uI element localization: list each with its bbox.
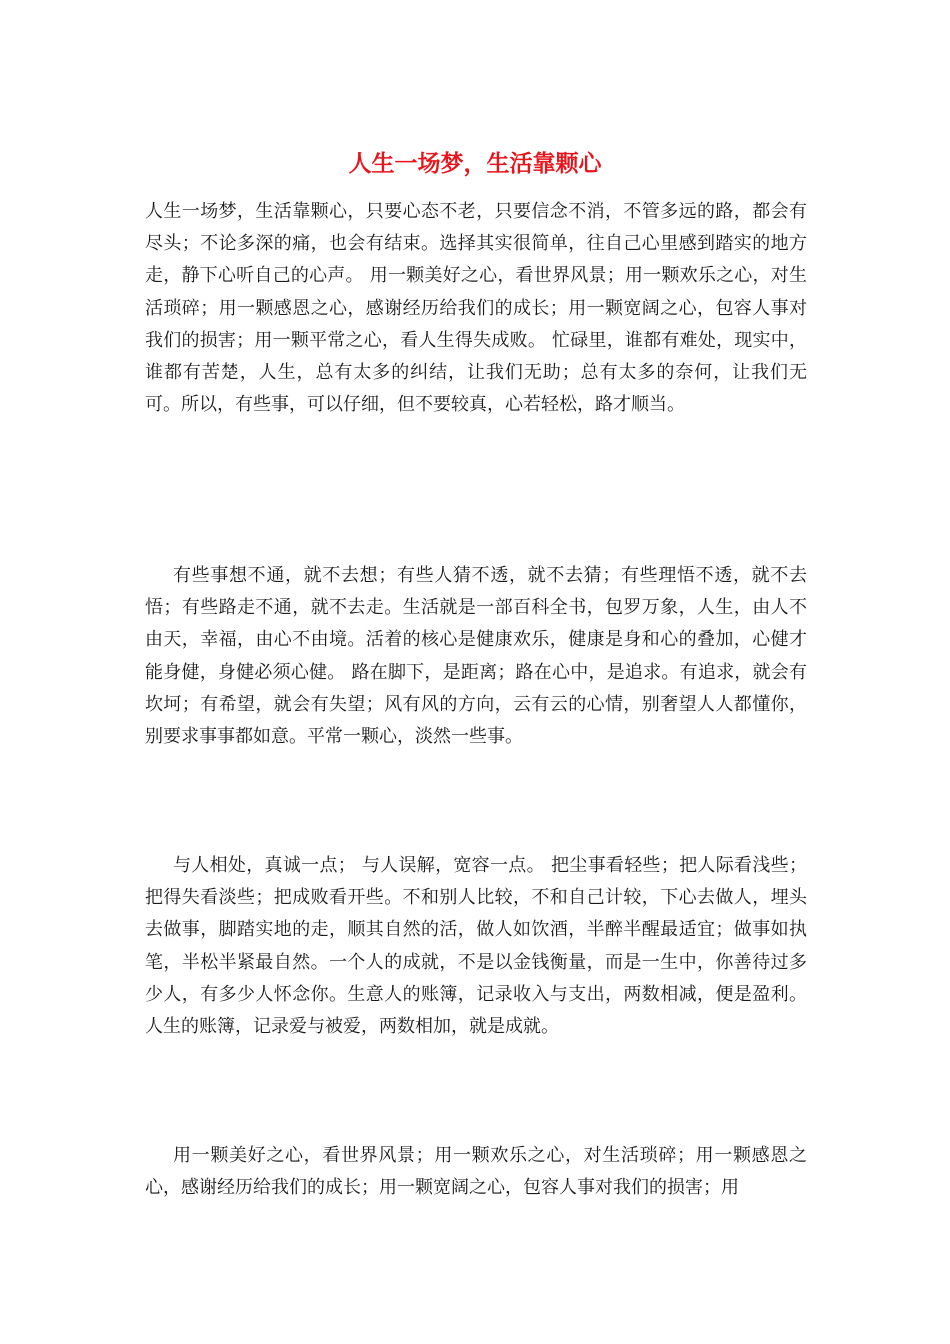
paragraph-4: 用一颗美好之心，看世界风景；用一颗欢乐之心，对生活琐碎；用一颗感恩之心，感谢经历给我们的成长；用一颗宽阔之心，包容人事对我们的损害；用 xyxy=(145,1145,807,1199)
paragraph-3: 与人相处，真诚一点； 与人误解，宽容一点。 把尘事看轻些；把人际看浅些；把得失看淡些；把成败看开些。不和别人比较，不和自己计较，下心去做人，埋头去做事，脚踏实地的走，顺其自然的活，做人如饮酒，半醉半醒最适宜；做事如执笔，半松半紧最自然。一个人的成就，不是以金钱衡量，而是一生中，你善待过多少人，有多少人怀念你。生意人的账簿，记录收入与支出，两数相减，便是盈利。人生的账簿，记录爱与被爱，两数相加，就是成就。 xyxy=(145,855,807,1038)
paragraph-2: 有些事想不通，就不去想；有些人猜不透，就不去猜；有些理悟不透，就不去悟；有些路走不通，就不去走。生活就是一部百科全书，包罗万象，人生，由人不由天，幸福，由心不由境。活着的核心是健康欢乐，健康是身和心的叠加，心健才能身健，身健必须心健。 路在脚下，是距离；路在心中，是追求。有追求，就会有坎坷；有希望，就会有失望；风有风的方向，云有云的心情，别奢望人人都懂你，别要求事事都如意。平常一颗心，淡然一些事。 xyxy=(145,565,807,748)
paragraph-1: 人生一场梦，生活靠颗心，只要心态不老，只要信念不消，不管多远的路，都会有尽头；不论多深的痛，也会有结束。选择其实很简单，往自己心里感到踏实的地方走，静下心听自己的心声。 用一颗美好之心，看世界风景；用一颗欢乐之心，对生活琐碎；用一颗感恩之心，感谢经历给我们的成长；用一颗宽阔之心，包容人事对我们的损害；用一颗平常之心，看人生得失成败。 忙碌里，谁都有难处，现实中，谁都有苦楚，人生，总有太多的纠结，让我们无助；总有太多的奈何，让我们无可。所以，有些事，可以仔细，但不要较真，心若轻松，路才顺当。 xyxy=(145,201,807,416)
document-title: 人生一场梦，生活靠颗心 xyxy=(348,150,602,177)
